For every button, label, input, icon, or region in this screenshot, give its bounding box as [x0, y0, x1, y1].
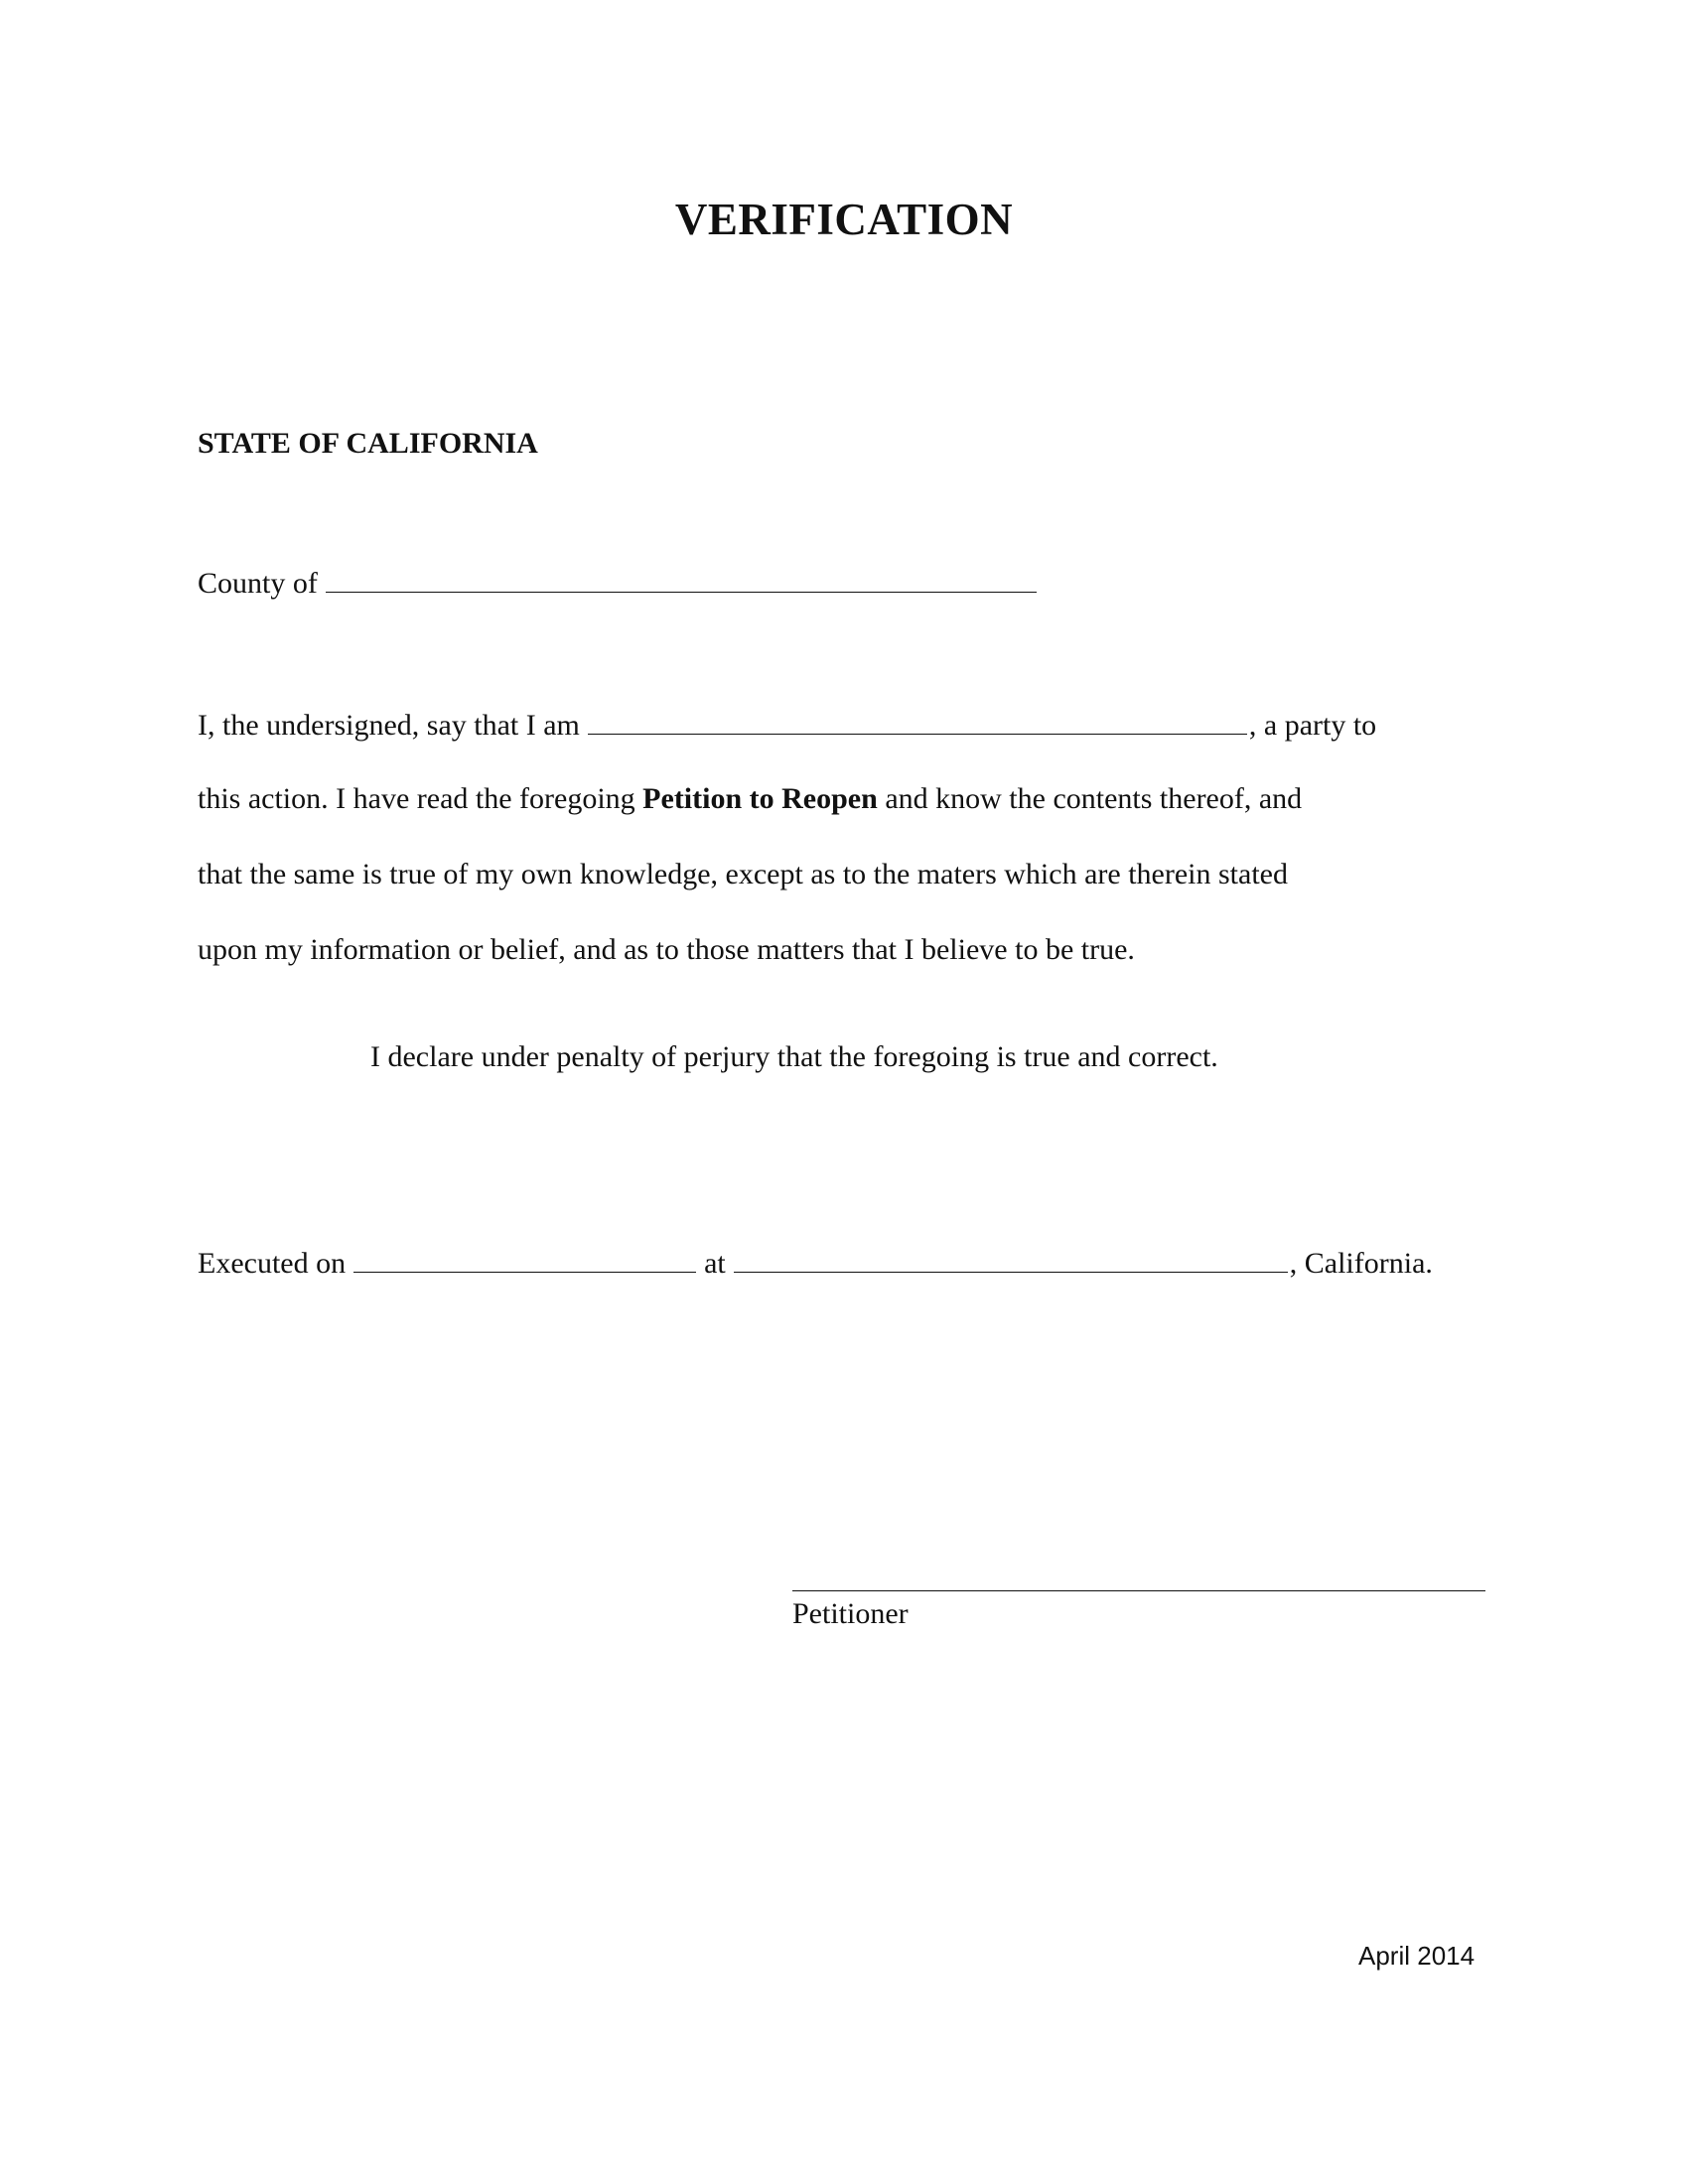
- executed-prefix: Executed on: [198, 1247, 347, 1280]
- execution-date-field[interactable]: [353, 1246, 696, 1273]
- signature-line[interactable]: [792, 1590, 1485, 1591]
- signature-label: Petitioner: [792, 1597, 909, 1630]
- petition-title: Petition to Reopen: [642, 782, 878, 815]
- party-suffix: , a party to: [1248, 709, 1377, 742]
- party-prefix: I, the undersigned, say that I am: [198, 709, 580, 742]
- paragraph-line-1: [198, 708, 1376, 743]
- document-title: VERIFICATION: [674, 195, 1014, 244]
- county-label: County of: [198, 567, 318, 600]
- executed-suffix: , California.: [1289, 1247, 1433, 1280]
- paragraph-line-3: that the same is true of my own knowledge, except as to the maters which are therein stated: [198, 858, 1288, 890]
- party-role-field[interactable]: [588, 708, 1247, 735]
- paragraph-line-2: [198, 782, 1302, 816]
- execution-place-field[interactable]: [734, 1246, 1288, 1273]
- county-field[interactable]: [326, 566, 1037, 593]
- paragraph-line-4: upon my information or belief, and as to those matters that I believe to be true.: [198, 933, 1135, 966]
- footer-date: April 2014: [1358, 1941, 1476, 1971]
- county-row: [198, 566, 1037, 601]
- line2-suffix: and know the contents thereof, and: [885, 782, 1303, 815]
- line2-prefix: this action. I have read the foregoing: [198, 782, 635, 815]
- state-heading: STATE OF CALIFORNIA: [198, 427, 538, 460]
- executed-row: [198, 1246, 1433, 1281]
- executed-at: at: [704, 1247, 726, 1280]
- perjury-declaration: I declare under penalty of perjury that the foregoing is true and correct.: [370, 1040, 1218, 1073]
